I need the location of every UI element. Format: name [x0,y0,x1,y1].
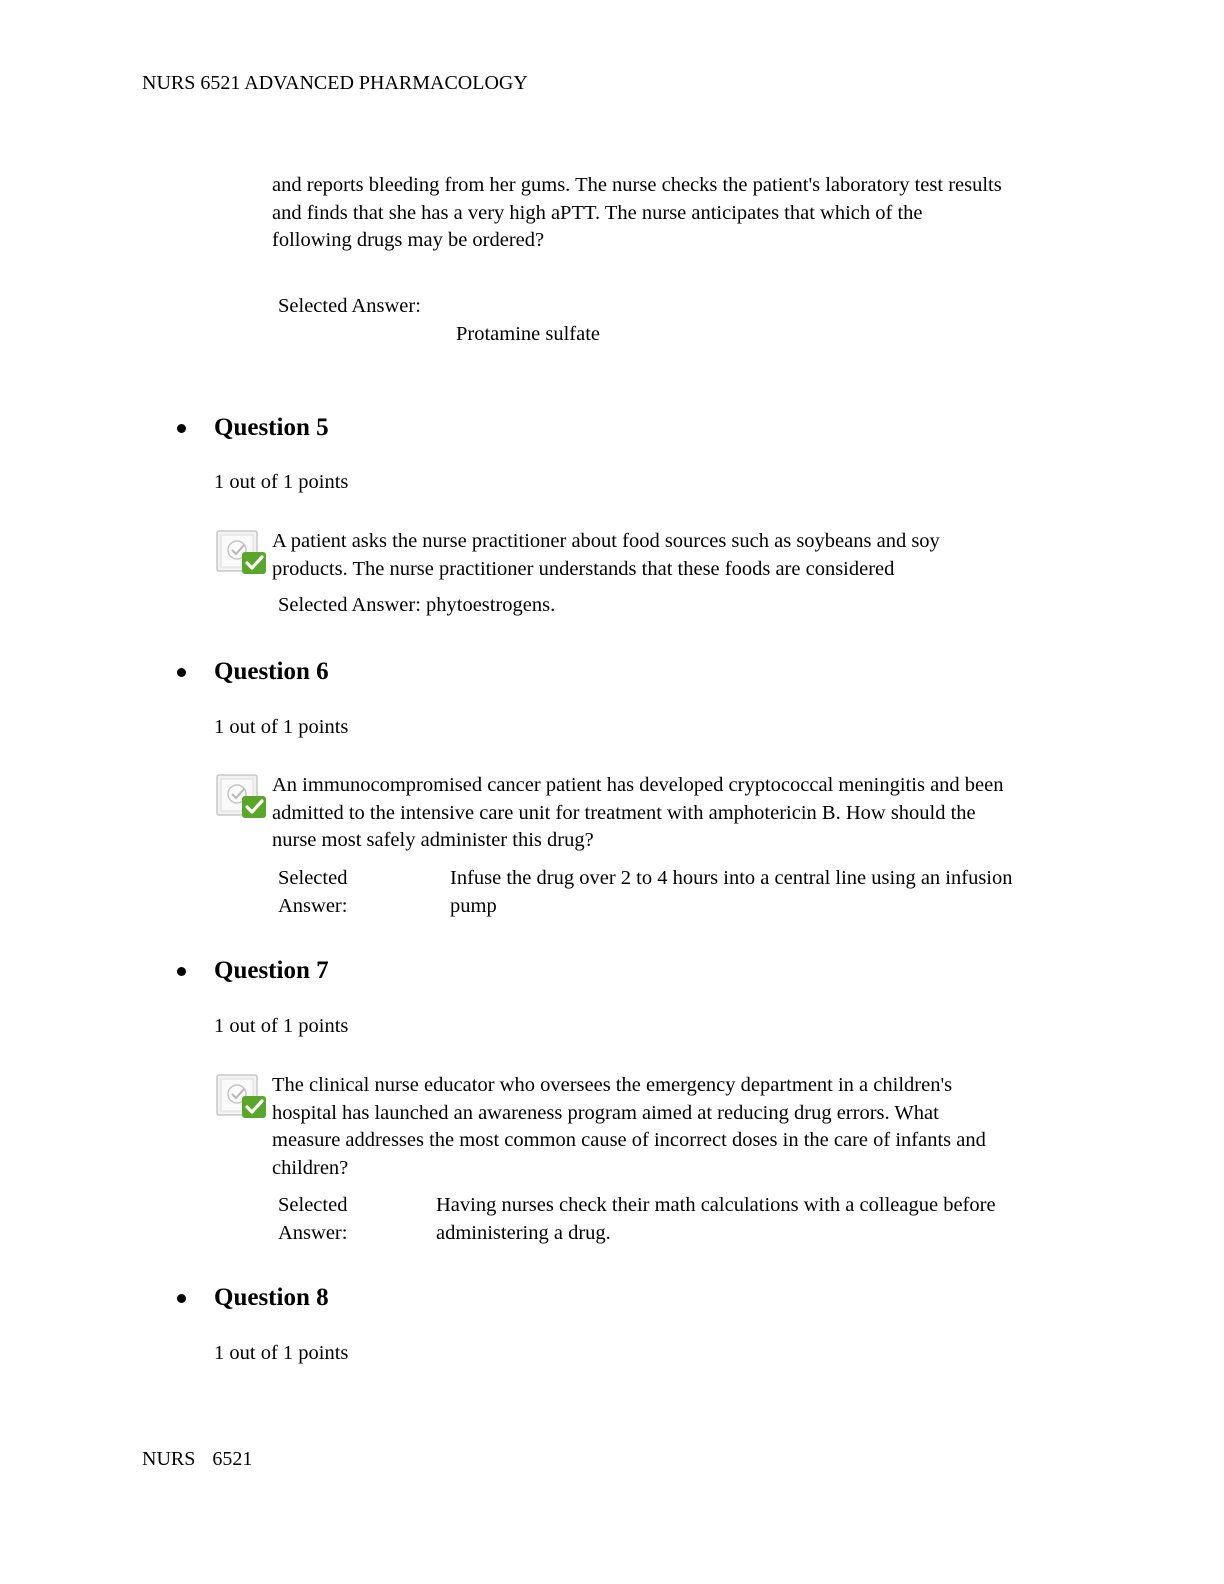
text-line: and finds that she has a very high aPTT. The nurse anticipates that which of the [272,201,923,224]
text-line: products. The nurse practitioner understands that these foods are considered [272,557,895,580]
page-header: NURS 6521 ADVANCED PHARMACOLOGY [142,72,528,94]
value-line: pump [450,894,497,917]
question-points: 1 out of 1 points [214,471,349,493]
question-title: Question 6 [214,658,329,685]
bullet [177,424,186,433]
question-title: Question 5 [214,414,329,441]
text-line: nurse most safely administer this drug? [272,829,594,851]
selected-answer-label [278,865,398,920]
selected-answer: Selected Answer: phytoestrogens. [278,594,556,616]
question-title: Question 7 [214,957,329,984]
label-line: Answer: [278,1221,348,1244]
question-text [272,772,1122,855]
text-line: and reports bleeding from her gums. The nurse checks the patient's laboratory test results [272,174,1002,196]
selected-answer-value [436,1192,1106,1247]
question-text [272,1072,1122,1182]
correct-check-icon [216,528,268,576]
text-line: hospital has launched an awareness program aimed at reducing drug errors. What [272,1101,939,1124]
question-points: 1 out of 1 points [214,716,349,738]
question-text-continued [272,172,1122,255]
selected-answer-value [450,865,1120,920]
label-line: Answer: [278,894,348,917]
page-footer: NURS 6521 [142,1448,253,1470]
label-line: Selected [278,867,348,889]
text-line: An immunocompromised cancer patient has developed cryptococcal meningitis and been [272,774,1004,796]
text-line: A patient asks the nurse practitioner about food sources such as soybeans and soy [272,530,940,552]
label-line: Selected [278,1194,348,1216]
text-line: children? [272,1156,349,1179]
question-points: 1 out of 1 points [214,1342,349,1364]
question-title: Question 8 [214,1284,329,1311]
selected-answer-label: Selected Answer: [278,295,421,317]
selected-answer-label [278,1192,398,1247]
value-line: Infuse the drug over 2 to 4 hours into a central line using an infusion [450,867,1013,889]
correct-check-icon [216,772,268,820]
text-line: The clinical nurse educator who oversees the emergency department in a children's [272,1074,953,1096]
text-line: following drugs may be ordered? [272,229,545,251]
value-line: administering a drug. [436,1221,611,1244]
text-line: measure addresses the most common cause of incorrect doses in the care of infants and [272,1129,986,1151]
selected-answer-value: Protamine sulfate [456,323,601,345]
bullet [177,1294,186,1303]
bullet [177,668,186,677]
bullet [177,967,186,976]
value-line: Having nurses check their math calculations with a colleague before [436,1194,996,1216]
question-text [272,528,1122,583]
text-line: admitted to the intensive care unit for treatment with amphotericin B. How should the [272,801,976,824]
correct-check-icon [216,1072,268,1120]
question-points: 1 out of 1 points [214,1015,349,1037]
